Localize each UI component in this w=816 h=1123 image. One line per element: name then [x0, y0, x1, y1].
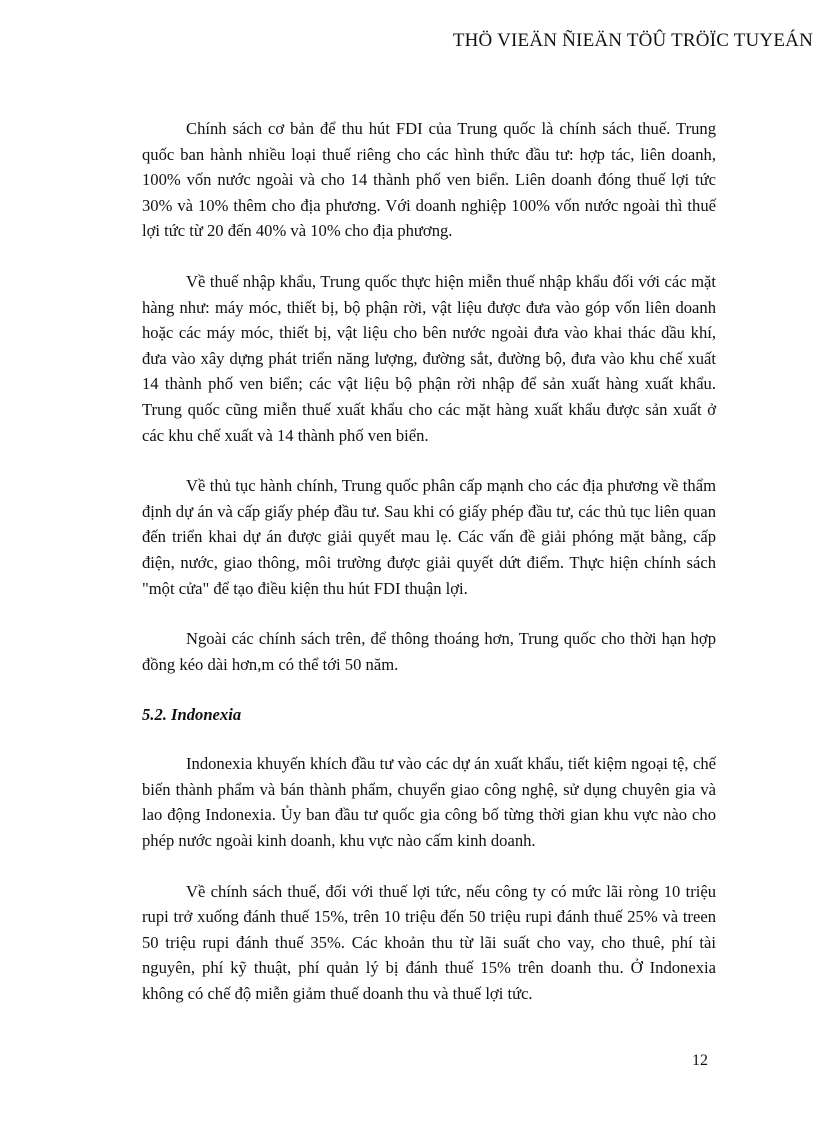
paragraph-import-tax: Về thuế nhập khẩu, Trung quốc thực hiện miễn thuế nhập khẩu đối với các mặt hàng như: máy móc, thiết bị, bộ phận rời, vật liệu được đưa vào góp vốn liên doanh hoặc các máy móc, thiết bị, vật liệu cho bên nước ngoài đưa vào khai thác dầu khí, đưa vào xây dựng phát triển năng lượng, đường sắt, đường bộ, đưa vào khu chế xuất 14 thành phố ven biển; các vật liệu bộ phận rời nhập để sản xuất hàng xuất khẩu. Trung quốc cũng miễn thuế xuất khẩu cho các mặt hàng xuất khẩu được sản xuất ở các khu chế xuất và 14 thành phố ven biển.	[142, 271, 716, 445]
page-header-title: THÖ VIEÄN ÑIEÄN TÖÛ TRÖÏC TUYEÁN	[452, 30, 813, 51]
document-body	[142, 116, 716, 1032]
paragraph-fdi-tax-policy: Chính sách cơ bản để thu hút FDI của Trung quốc là chính sách thuế. Trung quốc ban hành nhiều loại thuế riêng cho các hình thức đầu tư: hợp tác, liên doanh, 100% vốn nước ngoài và cho 14 thành phố ven biển. Liên doanh đóng thuế lợi tức 30% và 10% thêm cho địa phương. Với doanh nghiệp 100% vốn nước ngoài thì thuế lợi tức từ 20 đến 40% và 10% cho địa phương.	[142, 119, 716, 241]
page-number: 12	[692, 1052, 708, 1069]
paragraph-admin-procedures: Về thủ tục hành chính, Trung quốc phân cấp mạnh cho các địa phương về thẩm định dự án và cấp giấy phép đầu tư. Sau khi có giấy phép đầu tư, các thủ tục liên quan đến triển khai dự án được giải quyết mau lẹ. Các vấn đề giải phóng mặt bằng, cấp điện, nước, giao thông, môi trường được giải quyết dứt điểm. Thực hiện chính sách "một cửa" để tạo điều kiện thu hút FDI thuận lợi.	[142, 476, 716, 598]
section-heading-indonexia: 5.2. Indonexia	[142, 705, 242, 725]
paragraph-indonexia-incentives: Indonexia khuyến khích đầu tư vào các dự án xuất khẩu, tiết kiệm ngoại tệ, chế biến thành phẩm và bán thành phẩm, chuyển giao công nghệ, sử dụng chuyên gia và lao động Indonexia. Ủy ban đầu tư quốc gia công bố từng thời gian khu vực nào cho phép nước ngoài kinh doanh, khu vực nào cấm kinh doanh.	[142, 754, 716, 851]
paragraph-indonexia-tax: Về chính sách thuế, đối với thuế lợi tức, nếu công ty có mức lãi ròng 10 triệu rupi trở xuống đánh thuế 15%, trên 10 triệu đến 50 triệu rupi đánh thuế 25% và treen 50 triệu rupi đánh thuế 35%. Các khoản thu từ lãi suất cho vay, cho thuê, phí tài nguyên, phí kỹ thuật, phí quản lý bị đánh thuế 15% trên doanh thu. Ở Indonexia không có chế độ miễn giảm thuế doanh thu và thuế lợi tức.	[142, 881, 716, 1004]
paragraph-contract-term: Ngoài các chính sách trên, để thông thoáng hơn, Trung quốc cho thời hạn hợp đồng kéo dài hơn,m có thể tới 50 năm.	[142, 629, 716, 674]
